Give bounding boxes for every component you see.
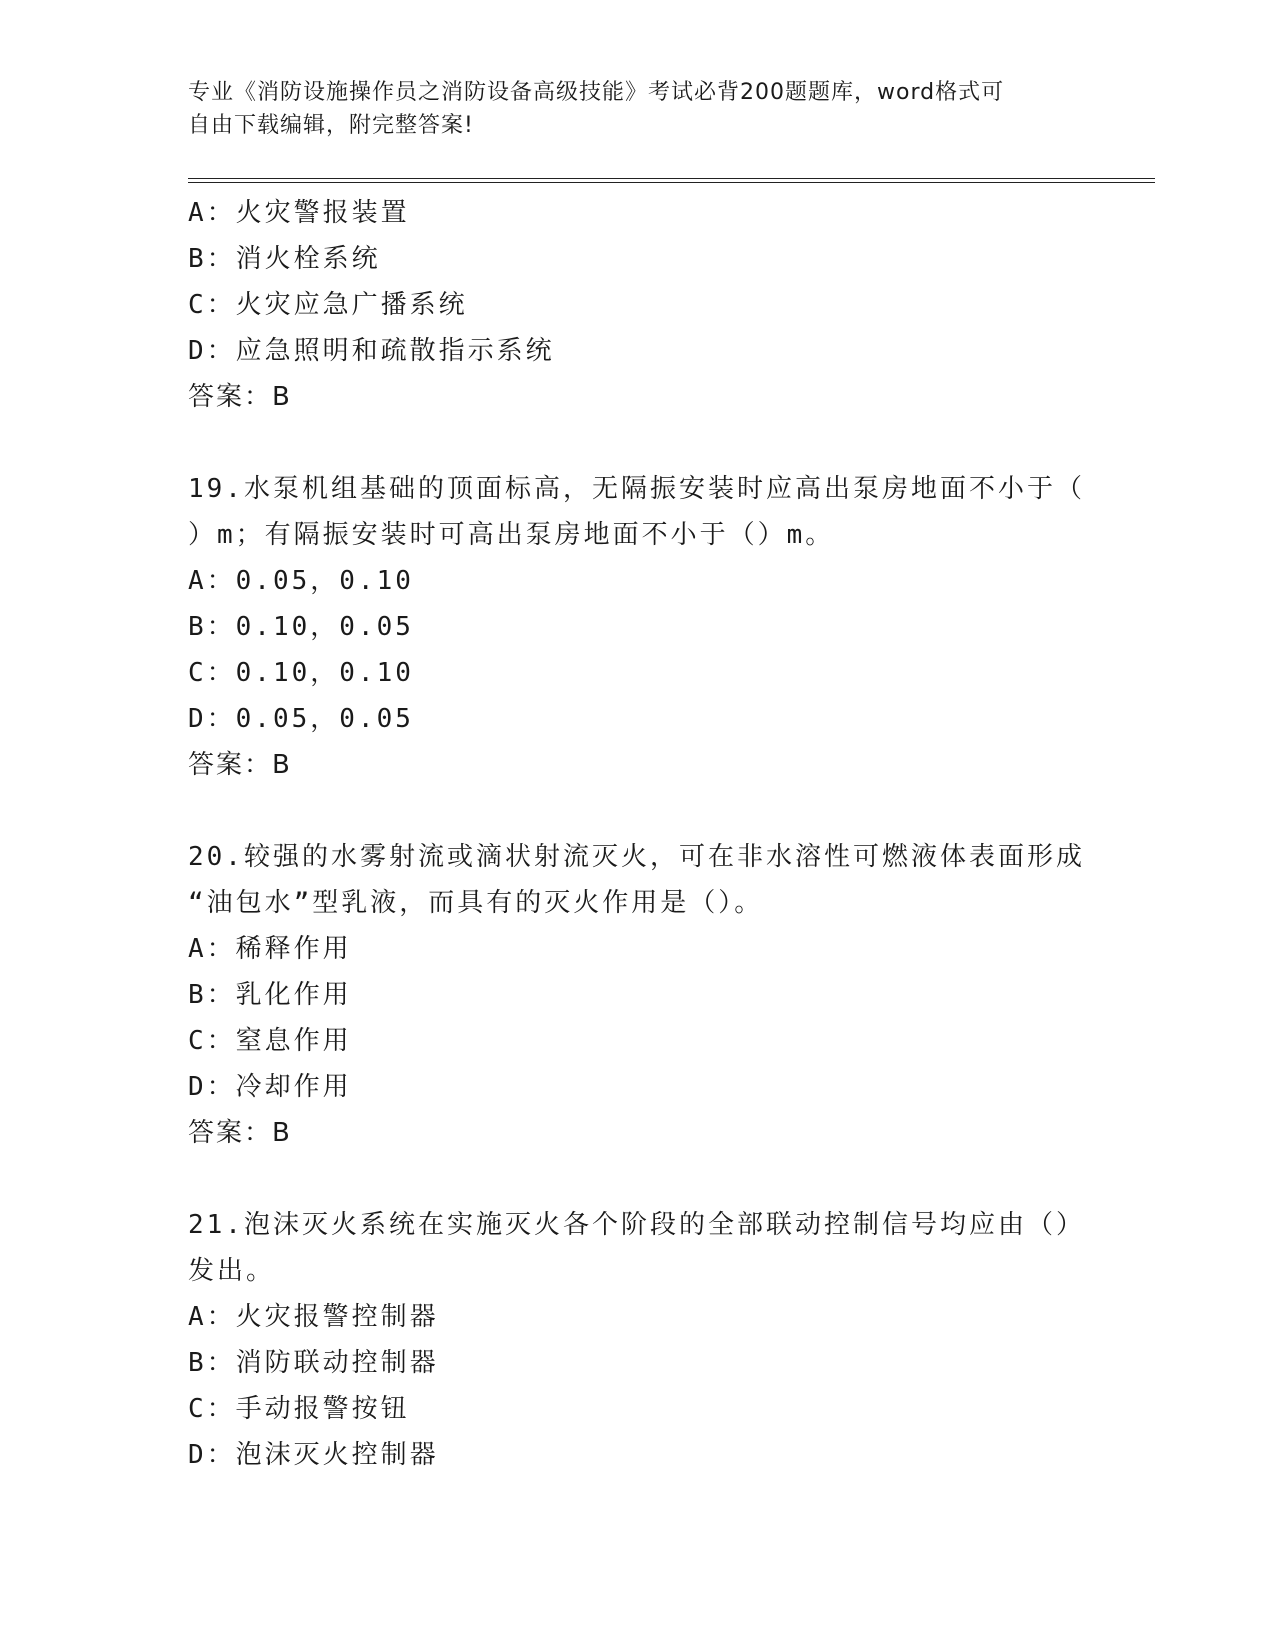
question-stem-cont: 发出。 — [188, 1256, 276, 1286]
header-line-2: 自由下载编辑，附完整答案! — [188, 113, 474, 138]
option-d: D：0.05，0.05 — [188, 704, 414, 734]
option-a: A：火灾报警控制器 — [188, 1302, 439, 1332]
question-stem-cont: “油包水”型乳液，而具有的灭火作用是（）。 — [188, 888, 764, 918]
option-c: C：火灾应急广播系统 — [188, 290, 468, 320]
option-b: B：消火栓系统 — [188, 244, 381, 274]
answer: 答案：B — [188, 750, 292, 780]
question-list — [188, 190, 1088, 1478]
option-a: A：0.05，0.10 — [188, 566, 414, 596]
question-stem: 19.水泵机组基础的顶面标高，无隔振安装时应高出泵房地面不小于（ — [188, 474, 1085, 504]
question-19 — [188, 466, 1088, 788]
question-stem: 20.较强的水雾射流或滴状射流灭火，可在非水溶性可燃液体表面形成 — [188, 842, 1085, 872]
option-a: A：稀释作用 — [188, 934, 352, 964]
question-stem: 21.泡沫灭火系统在实施灭火各个阶段的全部联动控制信号均应由（） — [188, 1210, 1085, 1240]
option-a: A：火灾警报装置 — [188, 198, 410, 228]
option-b: B：乳化作用 — [188, 980, 352, 1010]
option-c: C：窒息作用 — [188, 1026, 352, 1056]
option-d: D：泡沫灭火控制器 — [188, 1440, 439, 1470]
option-b: B：消防联动控制器 — [188, 1348, 439, 1378]
header-line-1: 专业《消防设施操作员之消防设备高级技能》考试必背200题题库，word格式可 — [188, 80, 1005, 105]
option-d: D：应急照明和疏散指示系统 — [188, 336, 555, 366]
option-b: B：0.10，0.05 — [188, 612, 414, 642]
document-header — [188, 76, 1088, 142]
question-20 — [188, 834, 1088, 1156]
question-21 — [188, 1202, 1088, 1478]
answer: 答案：B — [188, 382, 292, 412]
option-c: C：0.10，0.10 — [188, 658, 414, 688]
answer: 答案：B — [188, 1118, 292, 1148]
option-d: D：冷却作用 — [188, 1072, 352, 1102]
header-divider — [188, 178, 1155, 183]
question-stem-cont: ）m；有隔振安装时可高出泵房地面不小于（）m。 — [188, 520, 835, 550]
option-c: C：手动报警按钮 — [188, 1394, 410, 1424]
question-18 — [188, 190, 1088, 420]
